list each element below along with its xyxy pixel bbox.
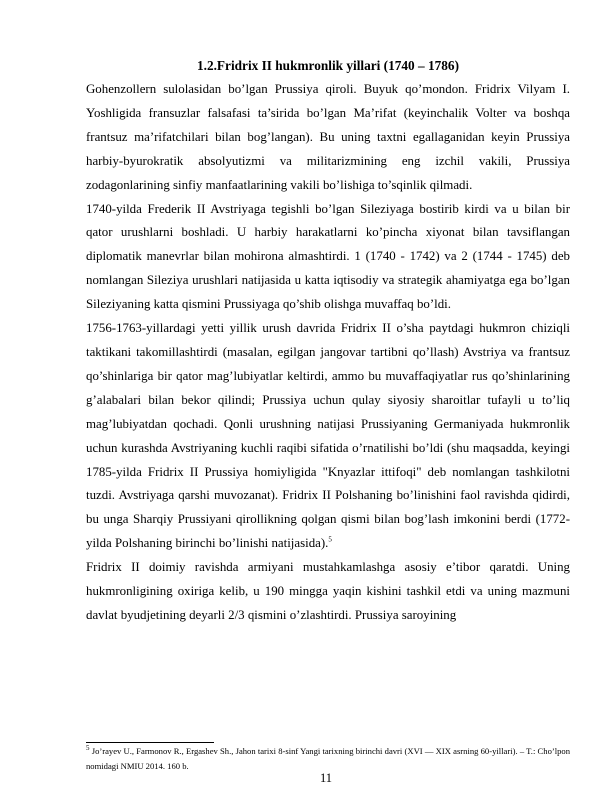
paragraph-3	[86, 317, 570, 556]
paragraph-2: 1740-yilda Frederik II Avstriyaga tegishli bo’lgan Sileziyaga bostirib kirdi va u bilan bir qator urushlarni boshladi. U harbiy harakatlarni ko’pincha xiyonat bilan tavsiflangan diplomatik manevrlar bilan mohirona almashtirdi. 1 (1740 - 1742) va 2 (1744 - 1745) deb nomlangan Sileziya urushlari natijasida u katta iqtisodiy va strategik ahamiyatga ega bo’lgan Sileziyaning katta qismini Prussiyaga qo’shib olishga muvaffaq bo’ldi.	[86, 201, 570, 312]
footnote	[86, 744, 570, 773]
footnote-marker: 5	[86, 744, 90, 753]
footnote-text: Jo’rayev U., Farmonov R., Ergashev Sh., Jahon tarixi 8-sinf Yangi tarixning birinchi davri (XVI — XIX asrning 60-yillari). – T.: Cho’lpon nomidagi NMIU 2014. 160 b.	[86, 746, 571, 771]
paragraph-1: Gohenzollern sulolasidan bo’lgan Prussiya qiroli. Buyuk qo’mondon. Fridrix Vilyam I. Yoshligida fransuzlar falsafasi ta’sirida bo’lgan Ma’rifat (keyinchalik Volter va boshqa frantsuz ma’rifatchilari bilan bog’langan). Bu uning taxtni egallaganidan keyin Prussiya harbiy-byurokratik absolyutizmi va militarizmining eng izchil vakili, Prussiya zodagonlarining sinfiy manfaatlarining vakili bo’lishiga to’sqinlik qilmadi.	[86, 82, 570, 192]
footnote-divider	[86, 742, 214, 743]
body-text	[86, 78, 570, 628]
footnote-reference[interactable]: 5	[328, 535, 332, 544]
paragraph-3-text: 1756-1763-yillardagi yetti yillik urush davrida Fridrix II o’sha paytdagi hukmron chiziqli taktikani takomillashtirdi (masalan, egilgan jangovar tartibni qo’llash) Avstriya va frantsuz qo’shinlariga bir qator mag’lubiyatlar keltirdi, ammo bu muvaffaqiyatlar rus qo’shinlarining g’alabalari bilan bekor qilindi; Prussiya uchun qulay siyosiy sharoitlar tufayli u to’liq mag’lubiyatdan qochadi. Qonli urushning natijasi Prussiyaning Germaniyada hukmronlik uchun kurashda Avstriyaning kuchli raqibi sifatida o’rnatilishi bo’ldi (shu maqsadda, keyingi 1785-yilda Fridrix II Prussiya homiyligida "Knyazlar ittifoqi" deb nomlangan tashkilotni tuzdi. Avstriyaga qarshi muvozanat). Fridrix II Polshaning bo’linishini faol ravishda qidirdi, bu unga Sharqiy Prussiyani qirollikning qolgan qismi bilan bog’lash imkonini berdi (1772-yilda Polshaning birinchi bo’linishi natijasida).	[86, 321, 570, 551]
section-heading: 1.2.Fridrix II hukmronlik yillari (1740 – 1786)	[196, 58, 460, 73]
paragraph-4: Fridrix II doimiy ravishda armiyani mustahkamlashga asosiy e’tibor qaratdi. Uning hukmronligining oxiriga kelib, u 190 mingga yaqin kishini tashkil etdi va uning mazmuni davlat byudjetining deyarli 2/3 qismini o’zlashtirdi. Prussiya saroyining	[86, 560, 570, 622]
page-number: 11	[319, 771, 333, 785]
